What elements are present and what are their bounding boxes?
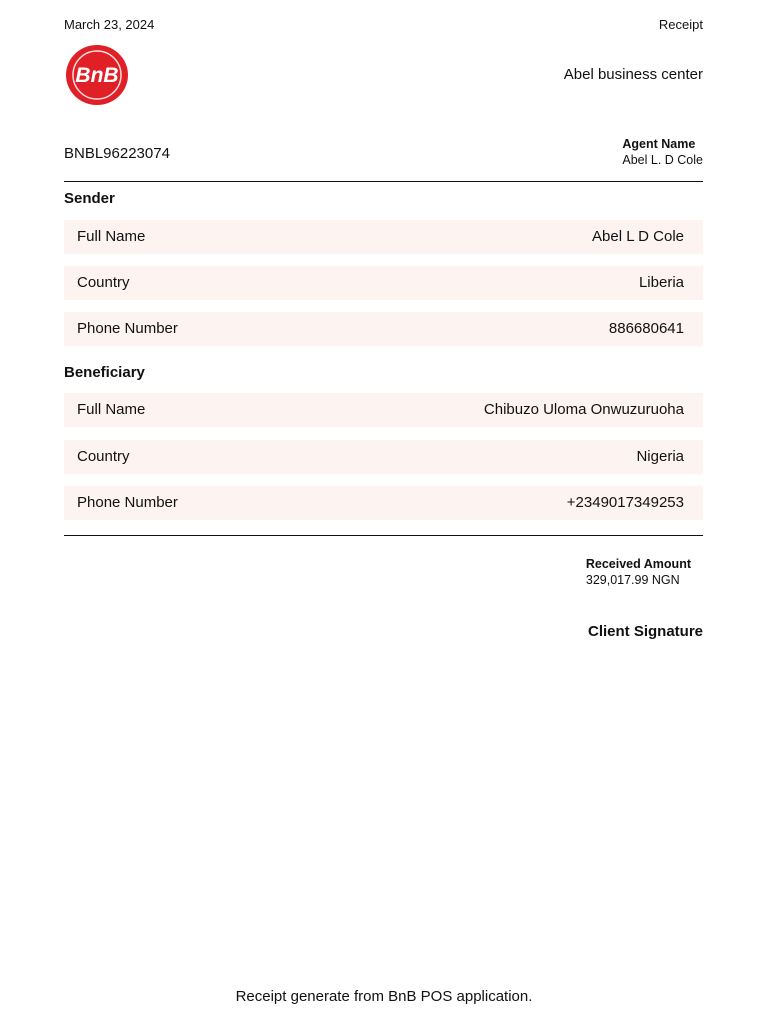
sender-country-row	[64, 266, 703, 300]
beneficiary-full-name-row	[64, 393, 703, 427]
beneficiary-country-row	[64, 440, 703, 474]
field-value: 886680641	[608, 320, 684, 337]
bnb-logo-mark	[66, 45, 128, 105]
field-label: Country	[77, 274, 130, 291]
received-amount-value: 329,017.99 NGN	[585, 573, 680, 587]
received-amount-label: Received Amount	[585, 557, 691, 571]
field-label: Country	[77, 448, 130, 465]
business-name: Abel business center	[563, 66, 703, 83]
field-label: Phone Number	[77, 320, 178, 337]
field-value: Liberia	[638, 274, 684, 291]
field-label: Phone Number	[77, 494, 178, 511]
transaction-reference: BNBL96223074	[64, 145, 170, 162]
field-value: +2349017349253	[566, 494, 684, 511]
field-value: Nigeria	[636, 448, 684, 465]
receipt-header	[64, 17, 703, 33]
sender-section-title: Sender	[64, 190, 115, 207]
client-signature-label: Client Signature	[587, 623, 703, 640]
bnb-logo	[66, 45, 128, 105]
field-value: Chibuzo Uloma Onwuzuruoha	[483, 401, 684, 418]
agent-name-value: Abel L. D Cole	[622, 153, 703, 167]
svg-text:BnB: BnB	[75, 64, 119, 87]
sender-phone-row	[64, 312, 703, 346]
field-value: Abel L D Cole	[592, 228, 684, 245]
header-divider	[64, 181, 703, 182]
field-label: Full Name	[77, 401, 146, 418]
field-label: Full Name	[77, 228, 146, 245]
footer-note: Receipt generate from BnB POS application.	[235, 988, 533, 1005]
agent-name-label: Agent Name	[622, 137, 696, 151]
beneficiary-phone-row	[64, 486, 703, 520]
received-amount	[586, 557, 691, 587]
agent-info	[622, 137, 703, 167]
document-type: Receipt	[658, 17, 703, 32]
receipt-date: March 23, 2024	[64, 17, 155, 32]
details-divider	[64, 535, 703, 536]
receipt-page	[64, 0, 703, 1024]
sender-full-name-row	[64, 220, 703, 254]
beneficiary-section-title: Beneficiary	[64, 364, 145, 381]
